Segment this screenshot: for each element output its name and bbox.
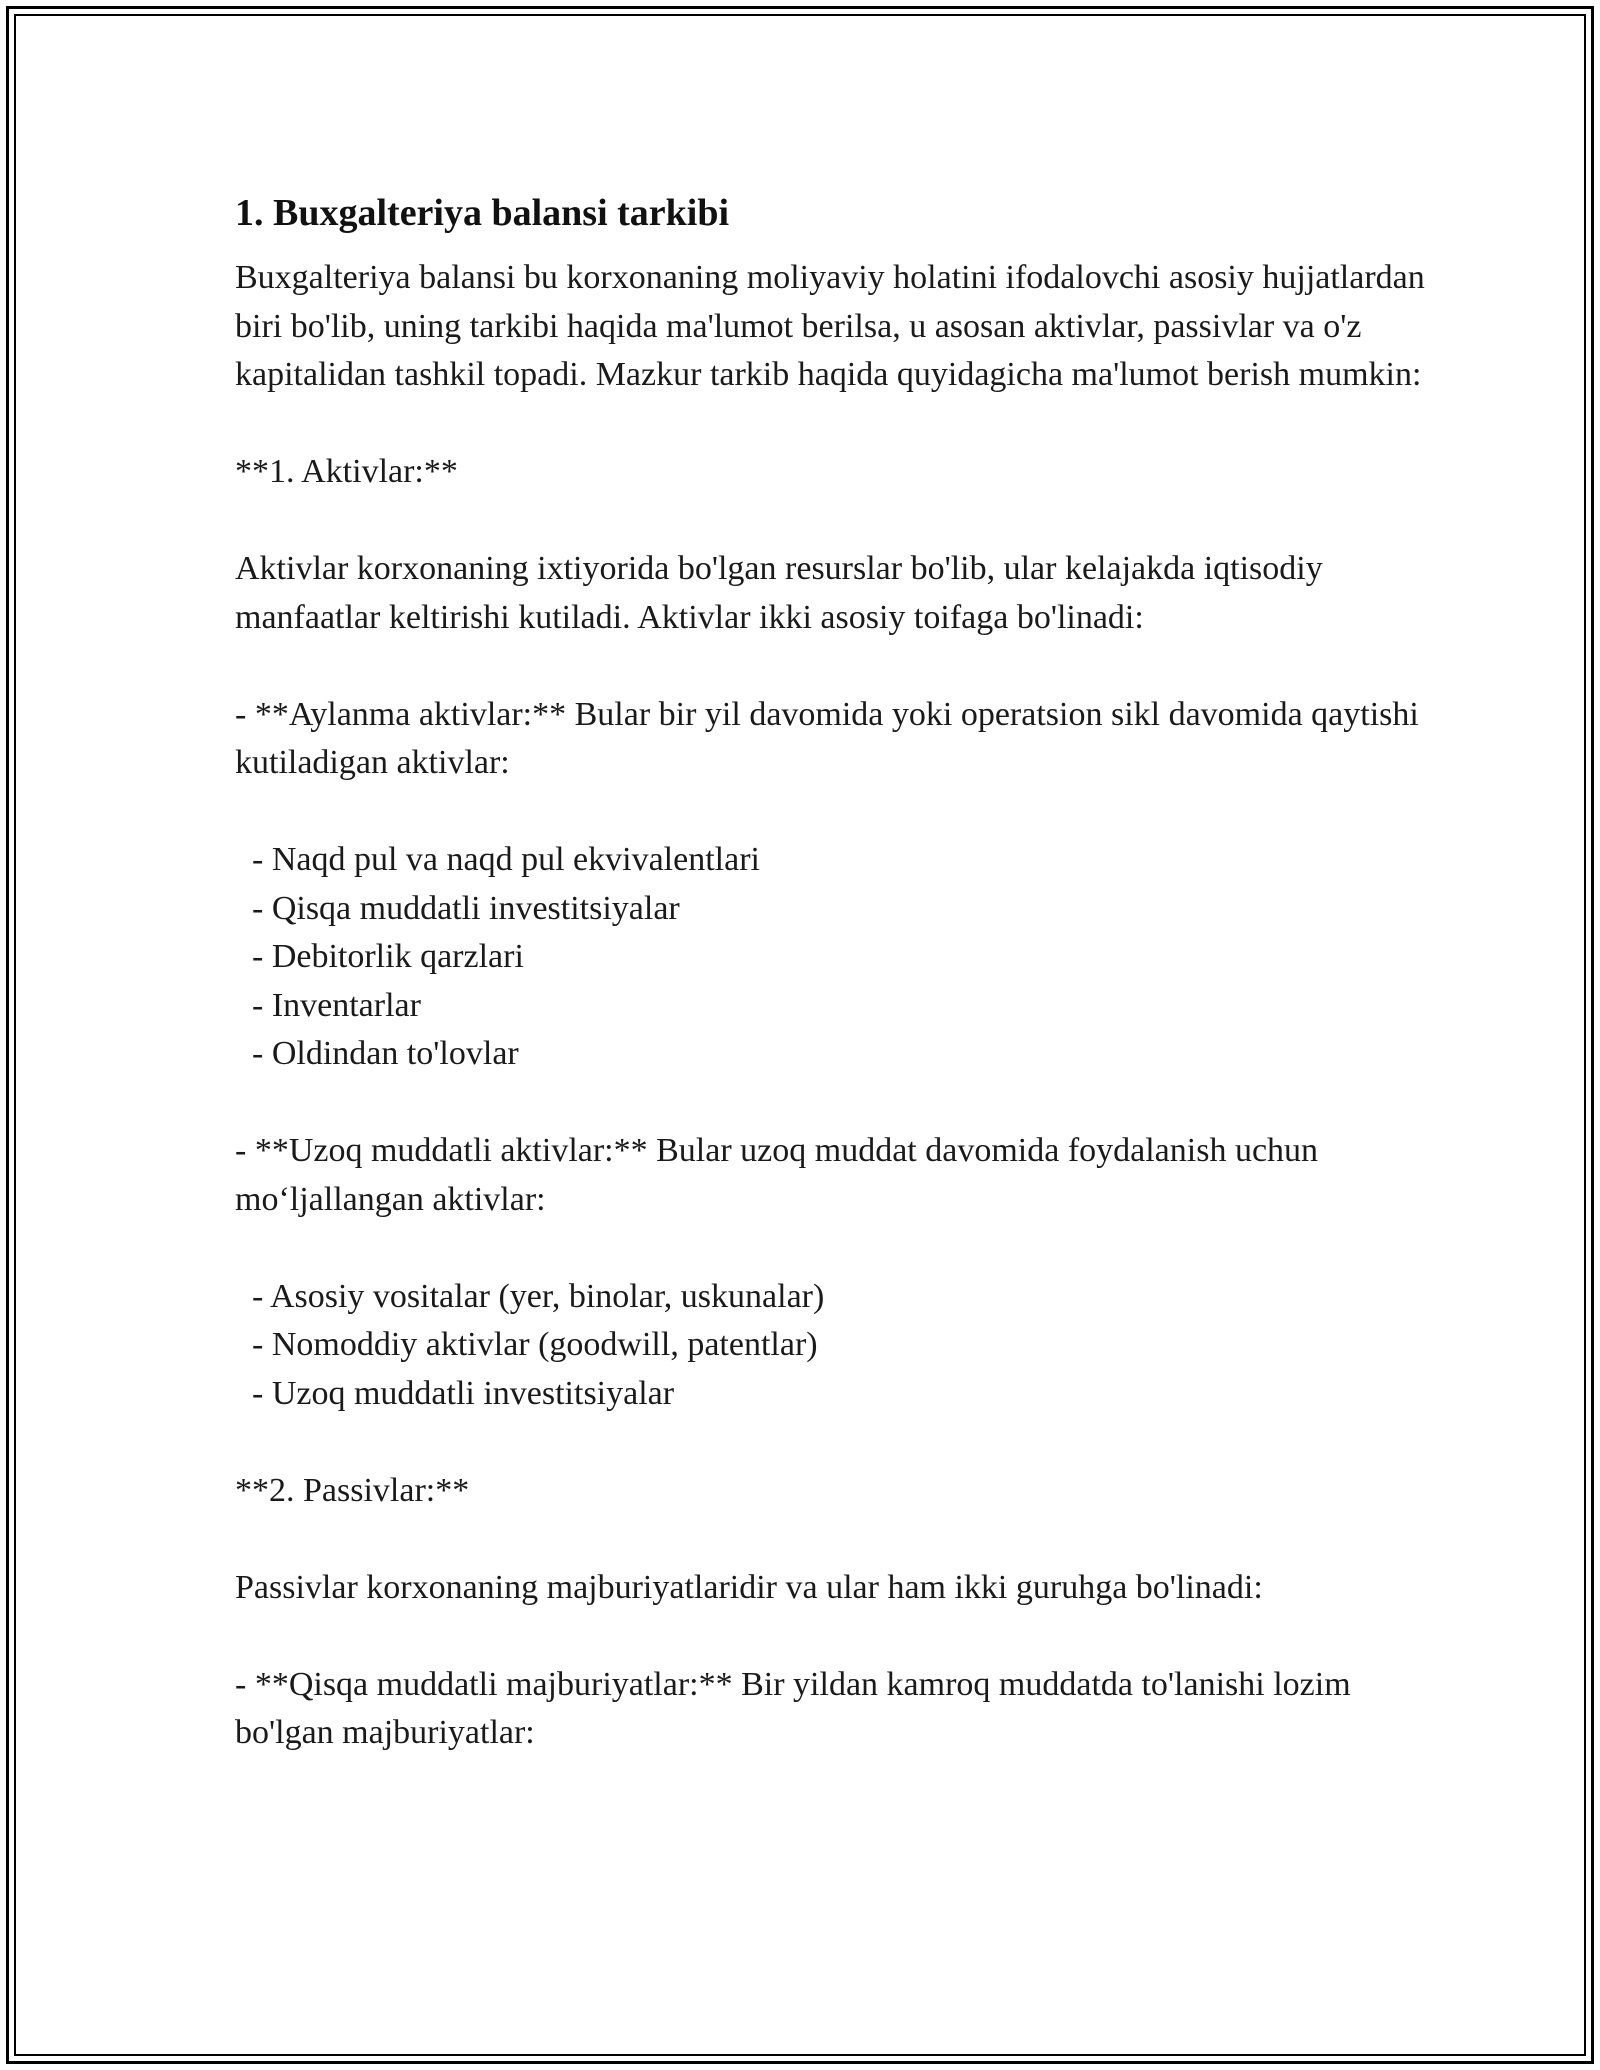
section-heading-passivlar: **2. Passivlar:**	[235, 1471, 470, 1509]
spacer	[235, 497, 1425, 546]
list-item: - Uzoq muddatli investitsiyalar	[235, 1374, 675, 1412]
document-title: 1. Buxgalteriya balansi tarkibi	[235, 192, 730, 234]
aktivlar-description: Aktivlar korxonaning ixtiyorida bo'lgan resurslar bo'lib, ular kelajakda iqtisodiy manfaatlar keltirishi kutiladi. Aktivlar ikki asosiy toifaga bo'linadi:	[235, 550, 1332, 636]
spacer	[235, 1418, 1425, 1467]
list-item: - Asosiy vositalar (yer, binolar, uskunalar)	[235, 1277, 825, 1315]
spacer	[235, 1224, 1425, 1273]
spacer	[235, 1515, 1425, 1564]
list-item: - Debitorlik qarzlari	[235, 938, 524, 975]
list-item: - Oldindan to'lovlar	[235, 1035, 519, 1072]
list-item: - Naqd pul va naqd pul ekvivalentlari	[235, 841, 760, 878]
spacer	[235, 1079, 1425, 1128]
section-heading-aktivlar: **1. Aktivlar:**	[235, 453, 458, 490]
short-liabilities-intro: - **Qisqa muddatli majburiyatlar:** Bir yildan kamroq muddatda to'lanishi lozim bo'lgan majburiyatlar:	[235, 1665, 1360, 1751]
list-item: - Nomoddiy aktivlar (goodwill, patentlar)	[235, 1326, 818, 1363]
spacer	[235, 1612, 1425, 1661]
spacer	[235, 400, 1425, 449]
spacer	[235, 642, 1425, 691]
longterm-assets-list	[235, 1273, 1425, 1419]
document-page	[235, 188, 1434, 1758]
current-assets-intro: - **Aylanma aktivlar:** Bular bir yil davomida yoki operatsion sikl davomida qaytishi kutiladigan aktivlar:	[235, 695, 1428, 781]
spacer	[235, 788, 1425, 837]
current-assets-list	[235, 836, 1425, 1079]
longterm-assets-intro: - **Uzoq muddatli aktivlar:** Bular uzoq muddat davomida foydalanish uchun mo‘ljallangan aktivlar:	[235, 1132, 1327, 1218]
passivlar-description: Passivlar korxonaning majburiyatlaridir va ular ham ikki guruhga bo'linadi:	[235, 1568, 1263, 1606]
intro-paragraph: Buxgalteriya balansi bu korxonaning moliyaviy holatini ifodalovchi asosiy hujjatlardan biri bo'lib, uning tarkibi haqida ma'lumot berilsa, u asosan aktivlar, passivlar va o'z kapitalidan tashkil topadi. Mazkur tarkib haqida quyidagicha ma'lumot berish mumkin:	[235, 259, 1434, 393]
list-item: - Inventarlar	[235, 986, 421, 1024]
list-item: - Qisqa muddatli investitsiyalar	[235, 889, 680, 927]
